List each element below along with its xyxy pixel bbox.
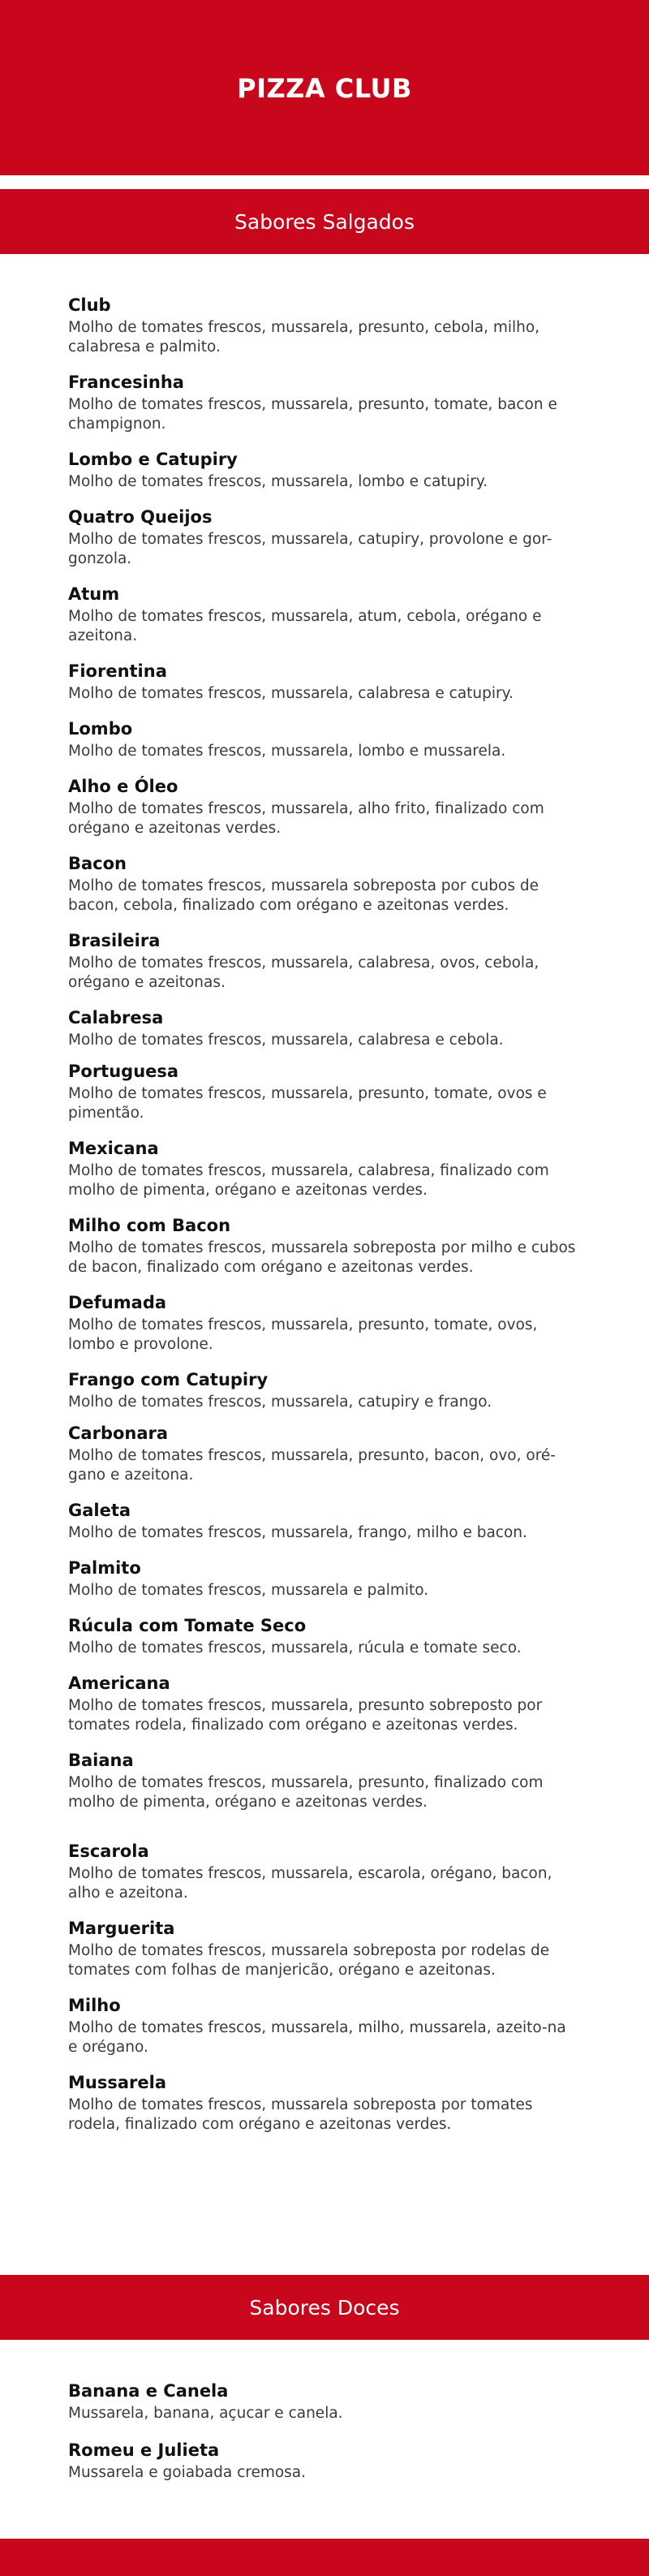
menu-item-name: Marguerita <box>68 1919 175 1938</box>
menu-item <box>68 1840 579 1903</box>
menu-item <box>68 1557 579 1600</box>
menu-item-description: Molho de tomates frescos, mussarela, calabresa, ovos, cebola, orégano e azeitonas. <box>68 954 539 991</box>
menu-item-description: Molho de tomates frescos, mussarela, calabresa e cebola. <box>68 1032 504 1049</box>
menu-item <box>68 929 579 993</box>
menu-item-description: Molho de tomates frescos, mussarela, escarola, orégano, bacon, alho e azeitona. <box>68 1865 552 1902</box>
menu-item-name: Lombo <box>68 719 133 739</box>
menu-item-name: Galeta <box>68 1501 131 1520</box>
menu-item-description: Molho de tomates frescos, mussarela, catupiry, provolone e gor-gonzola. <box>68 531 552 567</box>
menu-item-description: Molho de tomates frescos, mussarela sobreposta por milho e cubos de bacon, finalizado com orégano e azeitonas verdes. <box>68 1239 576 1276</box>
page-title: PIZZA CLUB <box>237 73 412 104</box>
menu-item <box>68 1137 579 1200</box>
menu-item <box>68 1060 579 1123</box>
menu-item-name: Frango com Catupiry <box>68 1370 269 1389</box>
section-header-salgados: Sabores Salgados <box>0 189 649 254</box>
menu-item-name: Lombo e Catupiry <box>68 450 238 469</box>
menu-item-name: Fiorentina <box>68 661 167 681</box>
menu-item-description: Molho de tomates frescos, mussarela, atum, cebola, orégano e azeitona. <box>68 608 542 644</box>
menu-item-description: Molho de tomates frescos, mussarela, rúcula e tomate seco. <box>68 1639 522 1656</box>
menu-item-name: Milho com Bacon <box>68 1216 231 1235</box>
menu-item <box>68 1291 579 1355</box>
menu-item-name: Carbonara <box>68 1424 169 1443</box>
menu-list-salgados <box>68 294 579 2134</box>
menu-item-name: Bacon <box>68 854 127 873</box>
menu-item-description: Molho de tomates frescos, mussarela, presunto, finalizado com molho de pimenta, orégano e azeitonas verdes. <box>68 1774 544 1811</box>
menu-item-description: Molho de tomates frescos, mussarela, milho, mussarela, azeito-na e orégano. <box>68 2019 566 2056</box>
menu-item <box>68 371 579 434</box>
menu-item <box>68 852 579 915</box>
menu-item <box>68 1749 579 1812</box>
menu-item-description: Molho de tomates frescos, mussarela, presunto, tomate, bacon e champignon. <box>68 396 557 433</box>
menu-item-name: Alho e Óleo <box>68 777 178 796</box>
menu-item-name: Rúcula com Tomate Seco <box>68 1616 307 1635</box>
page-header <box>0 0 649 175</box>
menu-item-name: Escarola <box>68 1842 149 1861</box>
menu-item <box>68 1368 579 1412</box>
menu-item-description: Molho de tomates frescos, mussarela, presunto, cebola, milho, calabresa e palmito. <box>68 319 540 355</box>
menu-item-description: Molho de tomates frescos, mussarela, presunto, bacon, ovo, oré-gano e azeitona. <box>68 1447 556 1484</box>
menu-item-description: Mussarela, banana, açucar e canela. <box>68 2405 343 2422</box>
menu-item-name: Americana <box>68 1674 170 1693</box>
menu-item-name: Portuguesa <box>68 1062 179 1081</box>
menu-item <box>68 1214 579 1277</box>
menu-item-description: Molho de tomates frescos, mussarela, alho frito, finalizado com orégano e azeitonas verdes. <box>68 800 544 837</box>
menu-item-name: Baiana <box>68 1751 134 1770</box>
menu-item <box>68 775 579 838</box>
menu-item-description: Molho de tomates frescos, mussarela, presunto sobreposto por tomates rodela, finalizado com orégano e azeitonas verdes. <box>68 1697 543 1734</box>
menu-item-name: Palmito <box>68 1558 141 1578</box>
menu-item <box>68 583 579 646</box>
menu-item-description: Molho de tomates frescos, mussarela sobreposta por cubos de bacon, cebola, finalizado com orégano e azeitonas verdes. <box>68 877 539 914</box>
menu-item-description: Molho de tomates frescos, mussarela, presunto, tomate, ovos e pimentão. <box>68 1085 547 1122</box>
menu-item-name: Calabresa <box>68 1008 164 1027</box>
menu-item <box>68 2071 579 2134</box>
menu-item <box>68 1994 579 2057</box>
menu-item-description: Molho de tomates frescos, mussarela, catupiry e frango. <box>68 1394 492 1411</box>
menu-item-name: Banana e Canela <box>68 2381 229 2401</box>
menu-list-doces <box>68 2380 579 2483</box>
menu-item-description: Molho de tomates frescos, mussarela, presunto, tomate, ovos, lombo e provolone. <box>68 1316 538 1353</box>
menu-item-name: Club <box>68 295 111 315</box>
menu-item <box>68 1917 579 1980</box>
menu-item-description: Molho de tomates frescos, mussarela sobreposta por tomates rodela, finalizado com orégano e azeitonas verdes. <box>68 2096 533 2133</box>
menu-item <box>68 1672 579 1735</box>
menu-item <box>68 506 579 569</box>
menu-item <box>68 1499 579 1543</box>
menu-item-description: Mussarela e goiabada cremosa. <box>68 2464 307 2481</box>
menu-item <box>68 717 579 761</box>
menu-item <box>68 1006 579 1050</box>
menu-item-description: Molho de tomates frescos, mussarela, lombo e mussarela. <box>68 743 506 760</box>
menu-item-name: Atum <box>68 584 120 604</box>
menu-item-name: Defumada <box>68 1293 167 1312</box>
menu-item-name: Quatro Queijos <box>68 507 213 527</box>
menu-item <box>68 294 579 357</box>
menu-item-name: Milho <box>68 1996 121 2015</box>
menu-item-description: Molho de tomates frescos, mussarela sobreposta por rodelas de tomates com folhas de manjericão, orégano e azeitonas. <box>68 1942 550 1979</box>
menu-item <box>68 2380 579 2423</box>
menu-item-description: Molho de tomates frescos, mussarela e palmito. <box>68 1582 429 1599</box>
menu-item <box>68 1422 579 1485</box>
menu-item-name: Brasileira <box>68 931 161 950</box>
menu-item-name: Mexicana <box>68 1139 159 1158</box>
menu-item-name: Mussarela <box>68 2073 166 2092</box>
menu-item-description: Molho de tomates frescos, mussarela, calabresa, finalizado com molho de pimenta, orégano e azeitonas verdes. <box>68 1162 549 1199</box>
page-footer <box>0 2539 649 2576</box>
menu-item-description: Molho de tomates frescos, mussarela, frango, milho e bacon. <box>68 1524 527 1541</box>
menu-item <box>68 1614 579 1658</box>
menu-item <box>68 448 579 492</box>
menu-item-description: Molho de tomates frescos, mussarela, calabresa e catupiry. <box>68 685 514 702</box>
menu-item-description: Molho de tomates frescos, mussarela, lombo e catupiry. <box>68 473 488 490</box>
menu-item-name: Francesinha <box>68 373 184 392</box>
menu-item-name: Romeu e Julieta <box>68 2440 220 2460</box>
menu-item <box>68 2439 579 2483</box>
section-header-doces: Sabores Doces <box>0 2275 649 2340</box>
menu-item <box>68 660 579 704</box>
